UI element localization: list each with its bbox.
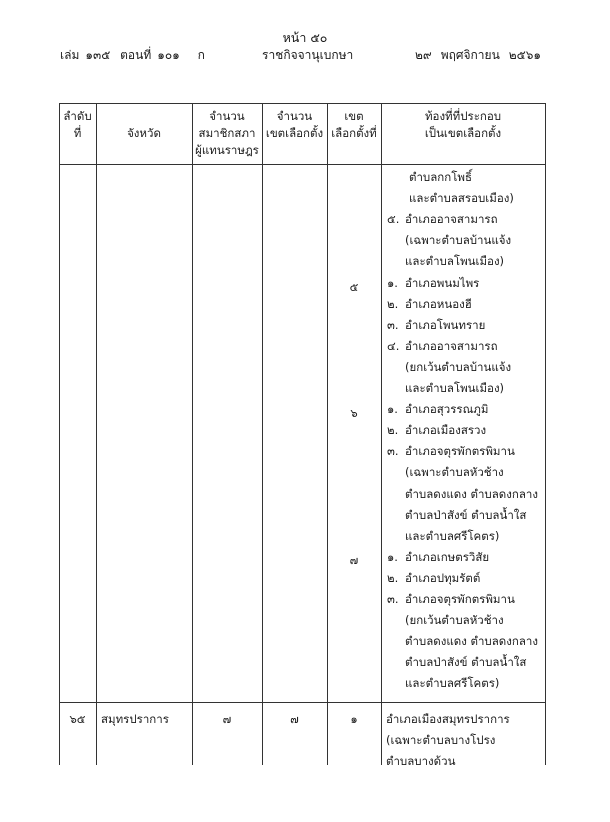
area-item-text: อำเภอพนมไพร [405,275,480,290]
row-districts: ๗ [290,712,299,726]
header-members-line1: จำนวน [209,109,245,123]
area-item-text: ตำบลดงแดง ตำบลดงกลาง [405,486,538,501]
page-number: หน้า ๕๐ [282,30,328,45]
area-line [409,169,472,187]
area-item-number: ๓. [387,317,399,332]
column-divider [262,103,263,765]
area-item-number: ๕. [387,212,400,227]
area-line [405,359,511,377]
row-order: ๖๕ [69,712,86,726]
row-province: สมุทรปราการ [101,712,169,726]
date-year: ๒๕๖๑ [508,48,541,62]
area-line [387,275,479,293]
column-divider [327,103,328,765]
zone-number: ๖ [350,406,358,420]
area-line [387,591,515,609]
area-item-number: ๒. [387,570,399,585]
area-line [387,338,498,356]
volume-label: เล่ม [60,48,80,62]
header-zone [327,108,381,142]
area-line [387,211,498,229]
area-line [387,296,472,314]
row-divider [59,702,546,703]
area-line [405,253,504,271]
header-order [59,108,96,142]
publication-name: ราชกิจจานุเบกษา [262,48,354,62]
area-item-text: (เฉพาะตำบลบ้านแจ้ง [405,233,512,248]
area-line [405,464,504,482]
header-areas-line2: เป็นเขตเลือกตั้ง [424,126,502,140]
area-line [409,190,514,208]
header-members-line3: ผู้แทนราษฎร [195,143,259,157]
area-item-text: ตำบลกกโพธิ์ [409,170,472,184]
table-top-border [59,103,546,104]
header-members-line2: สมาชิกสภา [198,126,256,140]
volume-number: ๑๓๕ [85,48,111,62]
constituency-table [59,103,546,768]
gazette-header [0,46,610,64]
area-line [387,570,480,588]
volume-issue [60,46,211,65]
area-item-number: ๑. [387,275,398,290]
issue-label: ตอนที่ [120,48,152,62]
area-item-number: ๔. [387,338,400,353]
area-item-number: ๒. [387,296,399,311]
area-item-text: อำเภอเมืองสรวง [405,423,487,438]
area-line [405,528,499,546]
header-order-line2: ที่ [73,126,82,140]
area-item-number: ๑. [387,549,398,564]
area-item-text: อำเภออาจสามารถ [405,212,498,227]
area-line [387,317,485,335]
area-line [405,633,538,651]
zone-number: ๕ [349,280,359,294]
area-item-number: ๓. [387,444,399,459]
header-areas [381,108,545,142]
area-line [405,612,504,630]
area-item-number: ๑. [387,402,398,417]
area-item-text: อำเภอโพนทราย [405,317,486,332]
date-day: ๒๙ [415,48,432,62]
date-month: พฤศจิกายน [440,48,500,62]
area-item-text: ตำบลดงแดง ตำบลดงกลาง [405,634,538,649]
zone-number: ๗ [349,553,359,567]
area-item-text: และตำบลโพนเมือง) [405,254,505,269]
area-line [387,422,486,440]
area-line [405,486,538,504]
column-divider [381,103,382,765]
area-item-text: และตำบลศรีโคตร) [405,528,500,543]
area-line [405,675,499,693]
table-border [545,103,546,765]
column-divider [96,103,97,765]
area-item-number: ๓. [387,592,399,606]
table-border [59,103,60,765]
area-line [405,380,504,398]
area-item-text: อำเภอจตุรพักตรพิมาน [405,444,515,459]
row-zone: ๑ [350,712,358,726]
area-item-text: และตำบลศรีโคตร) [405,676,500,691]
column-divider [192,103,193,765]
area-item-number: ๒. [387,423,399,438]
area-item-text: ตำบลป่าสังข์ ตำบลน้ำใส [405,507,527,522]
area-line [387,443,515,461]
header-members [192,108,262,159]
area-item-text: และตำบลโพนเมือง) [405,381,505,395]
area-item-text: อำเภอจตุรพักตรพิมาน [405,592,515,606]
header-zone-line1: เขต [344,109,364,123]
header-districts-line2: เขตเลือกตั้ง [265,126,324,140]
area-item-text: อำเภออาจสามารถ [405,338,498,353]
area-item-text: อำเภอหนองฮี [405,296,472,311]
area-item-text: อำเภอเกษตรวิสัย [405,549,490,564]
header-order-line1: ลำดับ [63,109,92,123]
area-line [387,401,488,419]
area-item-text: และตำบลสรอบเมือง) [409,191,514,206]
header-zone-line2: เลือกตั้งที่ [331,126,377,140]
area-item-text: อำเภอสุวรรณภูมิ [405,402,489,417]
area-item-text: (ยกเว้นตำบลหัวช้าง [405,613,504,628]
row-area-line: อำเภอเมืองสมุทรปราการ [386,712,510,726]
header-bottom-border [59,164,546,165]
area-line [387,549,489,567]
header-districts-line1: จำนวน [276,109,313,123]
issue-number: ๑๐๑ [157,48,180,62]
area-item-text: อำเภอปทุมรัตต์ [405,570,481,585]
row-area-line: (เฉพาะตำบลบางโปรง [386,733,496,747]
area-line [405,654,526,672]
area-line [405,232,511,250]
area-line [405,507,526,525]
row-members: ๗ [222,712,232,726]
area-item-text: ตำบลป่าสังข์ ตำบลน้ำใส [405,655,527,670]
header-province: จังหวัด [127,126,161,140]
area-item-text: (ยกเว้นตำบลบ้านแจ้ง [405,359,512,374]
section-letter: ก [197,48,205,62]
header-areas-line1: ท้องที่ที่ประกอบ [424,109,502,123]
publication-date [415,46,550,65]
row-area-line: ตำบลบางด้วน [386,754,456,768]
area-item-text: (เฉพาะตำบลหัวช้าง [405,465,504,480]
header-districts [262,108,327,142]
